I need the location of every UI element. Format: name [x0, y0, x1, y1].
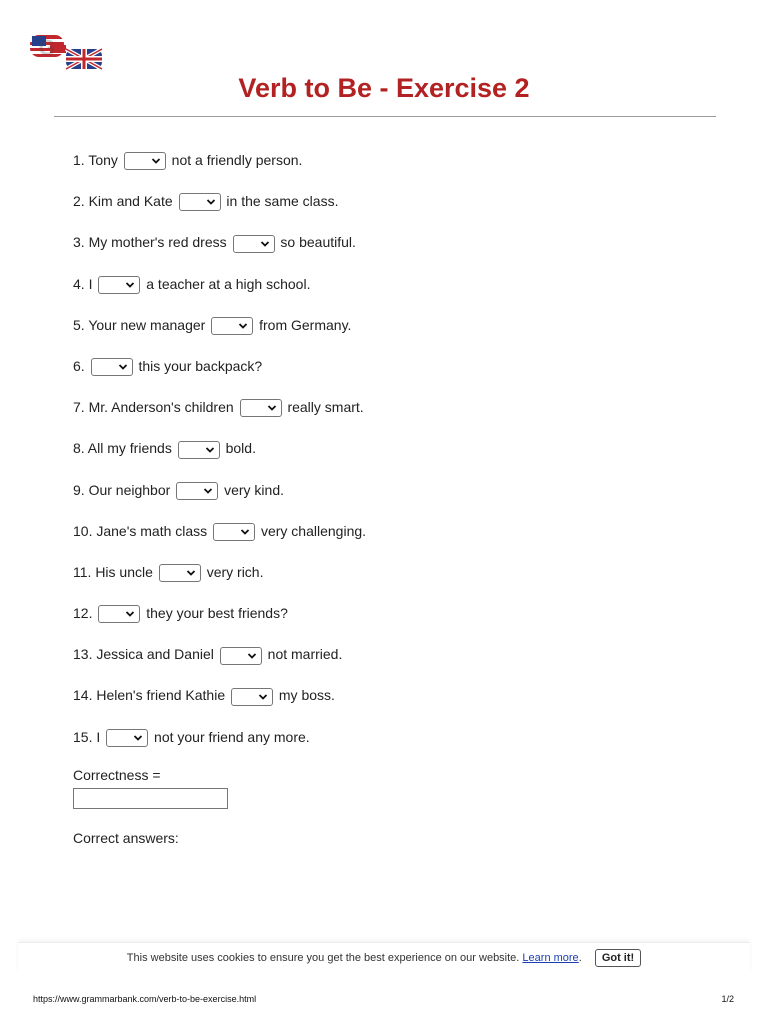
chevron-down-icon: [151, 154, 161, 168]
question-text-before: 13. Jessica and Daniel: [73, 646, 214, 663]
question-row: [73, 521, 673, 562]
chevron-down-icon: [133, 731, 143, 745]
question-row: [73, 150, 673, 191]
chevron-down-icon: [125, 607, 135, 621]
question-row: [73, 315, 673, 356]
question-row: [73, 644, 673, 685]
correctness-field[interactable]: [73, 788, 228, 809]
answer-dropdown[interactable]: [233, 235, 275, 253]
question-text-before: 8. All my friends: [73, 440, 172, 457]
question-text-after: very kind.: [224, 481, 284, 498]
question-row: [73, 274, 673, 315]
answer-dropdown[interactable]: [106, 729, 148, 747]
question-row: [73, 562, 673, 603]
question-text-before: 5. Your new manager: [73, 316, 206, 333]
question-text-after: bold.: [225, 440, 256, 457]
got-it-button[interactable]: Got it!: [595, 949, 641, 967]
footer-page-number: 1/2: [721, 994, 734, 1004]
question-text-after: very rich.: [206, 563, 264, 580]
question-list: [73, 150, 673, 768]
chevron-down-icon: [247, 649, 257, 663]
question-row: [73, 603, 673, 644]
question-text-before: 6.: [73, 357, 85, 374]
question-text-after: a teacher at a high school.: [146, 275, 311, 292]
cookie-banner: [18, 942, 750, 973]
chevron-down-icon: [125, 278, 135, 292]
question-text-after: not your friend any more.: [154, 728, 310, 745]
question-text-after: so beautiful.: [280, 234, 356, 251]
answer-dropdown[interactable]: [240, 399, 282, 417]
question-text-before: 12.: [73, 605, 93, 622]
question-text-before: 14. Helen's friend Kathie: [73, 687, 226, 704]
chevron-down-icon: [238, 319, 248, 333]
learn-more-link[interactable]: Learn more: [522, 952, 579, 964]
question-row: [73, 356, 673, 397]
question-text-before: 9. Our neighbor: [73, 481, 171, 498]
answer-dropdown[interactable]: [211, 317, 253, 335]
question-text-after: this your backpack?: [138, 357, 263, 374]
chevron-down-icon: [240, 525, 250, 539]
question-row: [73, 685, 673, 726]
question-text-after: not married.: [267, 646, 343, 663]
answer-dropdown[interactable]: [231, 688, 273, 706]
chevron-down-icon: [258, 690, 268, 704]
question-row: [73, 480, 673, 521]
question-text-after: really smart.: [287, 399, 364, 416]
answer-dropdown[interactable]: [98, 276, 140, 294]
svg-text:G: G: [38, 35, 56, 60]
chevron-down-icon: [267, 401, 277, 415]
question-row: [73, 232, 673, 273]
page-title: Verb to Be - Exercise 2: [238, 73, 530, 103]
chevron-down-icon: [260, 237, 270, 251]
question-text-before: 4. I: [73, 275, 93, 292]
question-row: [73, 191, 673, 232]
chevron-down-icon: [205, 443, 215, 457]
cookie-period: .: [578, 952, 582, 964]
question-row: [73, 438, 673, 479]
answer-dropdown[interactable]: [98, 605, 140, 623]
question-text-before: 7. Mr. Anderson's children: [73, 399, 234, 416]
answer-dropdown[interactable]: [91, 358, 133, 376]
question-text-after: very challenging.: [260, 522, 367, 539]
chevron-down-icon: [206, 195, 216, 209]
question-text-after: they your best friends?: [146, 605, 288, 622]
correctness-label: Correctness =: [73, 767, 161, 783]
correct-answers-label: Correct answers:: [73, 830, 179, 846]
question-text-after: my boss.: [278, 687, 335, 704]
answer-dropdown[interactable]: [124, 152, 166, 170]
answer-dropdown[interactable]: [178, 441, 220, 459]
chevron-down-icon: [186, 566, 196, 580]
answer-dropdown[interactable]: [220, 647, 262, 665]
question-text-after: in the same class.: [226, 193, 339, 210]
question-row: [73, 397, 673, 438]
question-text-before: 10. Jane's math class: [73, 522, 208, 539]
question-text-after: not a friendly person.: [171, 152, 303, 168]
grammarbank-logo: [28, 33, 104, 71]
question-text-before: 15. I: [73, 728, 101, 745]
question-text-before: 11. His uncle: [73, 563, 153, 580]
answer-dropdown[interactable]: [176, 482, 218, 500]
chevron-down-icon: [203, 484, 213, 498]
answer-dropdown[interactable]: [213, 523, 255, 541]
question-text-before: 2. Kim and Kate: [73, 193, 173, 210]
question-text-before: 3. My mother's red dress: [73, 234, 227, 251]
answer-dropdown[interactable]: [159, 564, 201, 582]
answer-dropdown[interactable]: [179, 193, 221, 211]
question-text-before: 1. Tony: [73, 152, 118, 168]
chevron-down-icon: [118, 360, 128, 374]
cookie-text: This website uses cookies to ensure you get the best experience on our website.: [126, 952, 520, 964]
title-divider: [54, 116, 716, 117]
question-text-after: from Germany.: [259, 316, 352, 333]
footer-url: https://www.grammarbank.com/verb-to-be-exercise.html: [33, 994, 257, 1004]
question-row: [73, 727, 673, 768]
